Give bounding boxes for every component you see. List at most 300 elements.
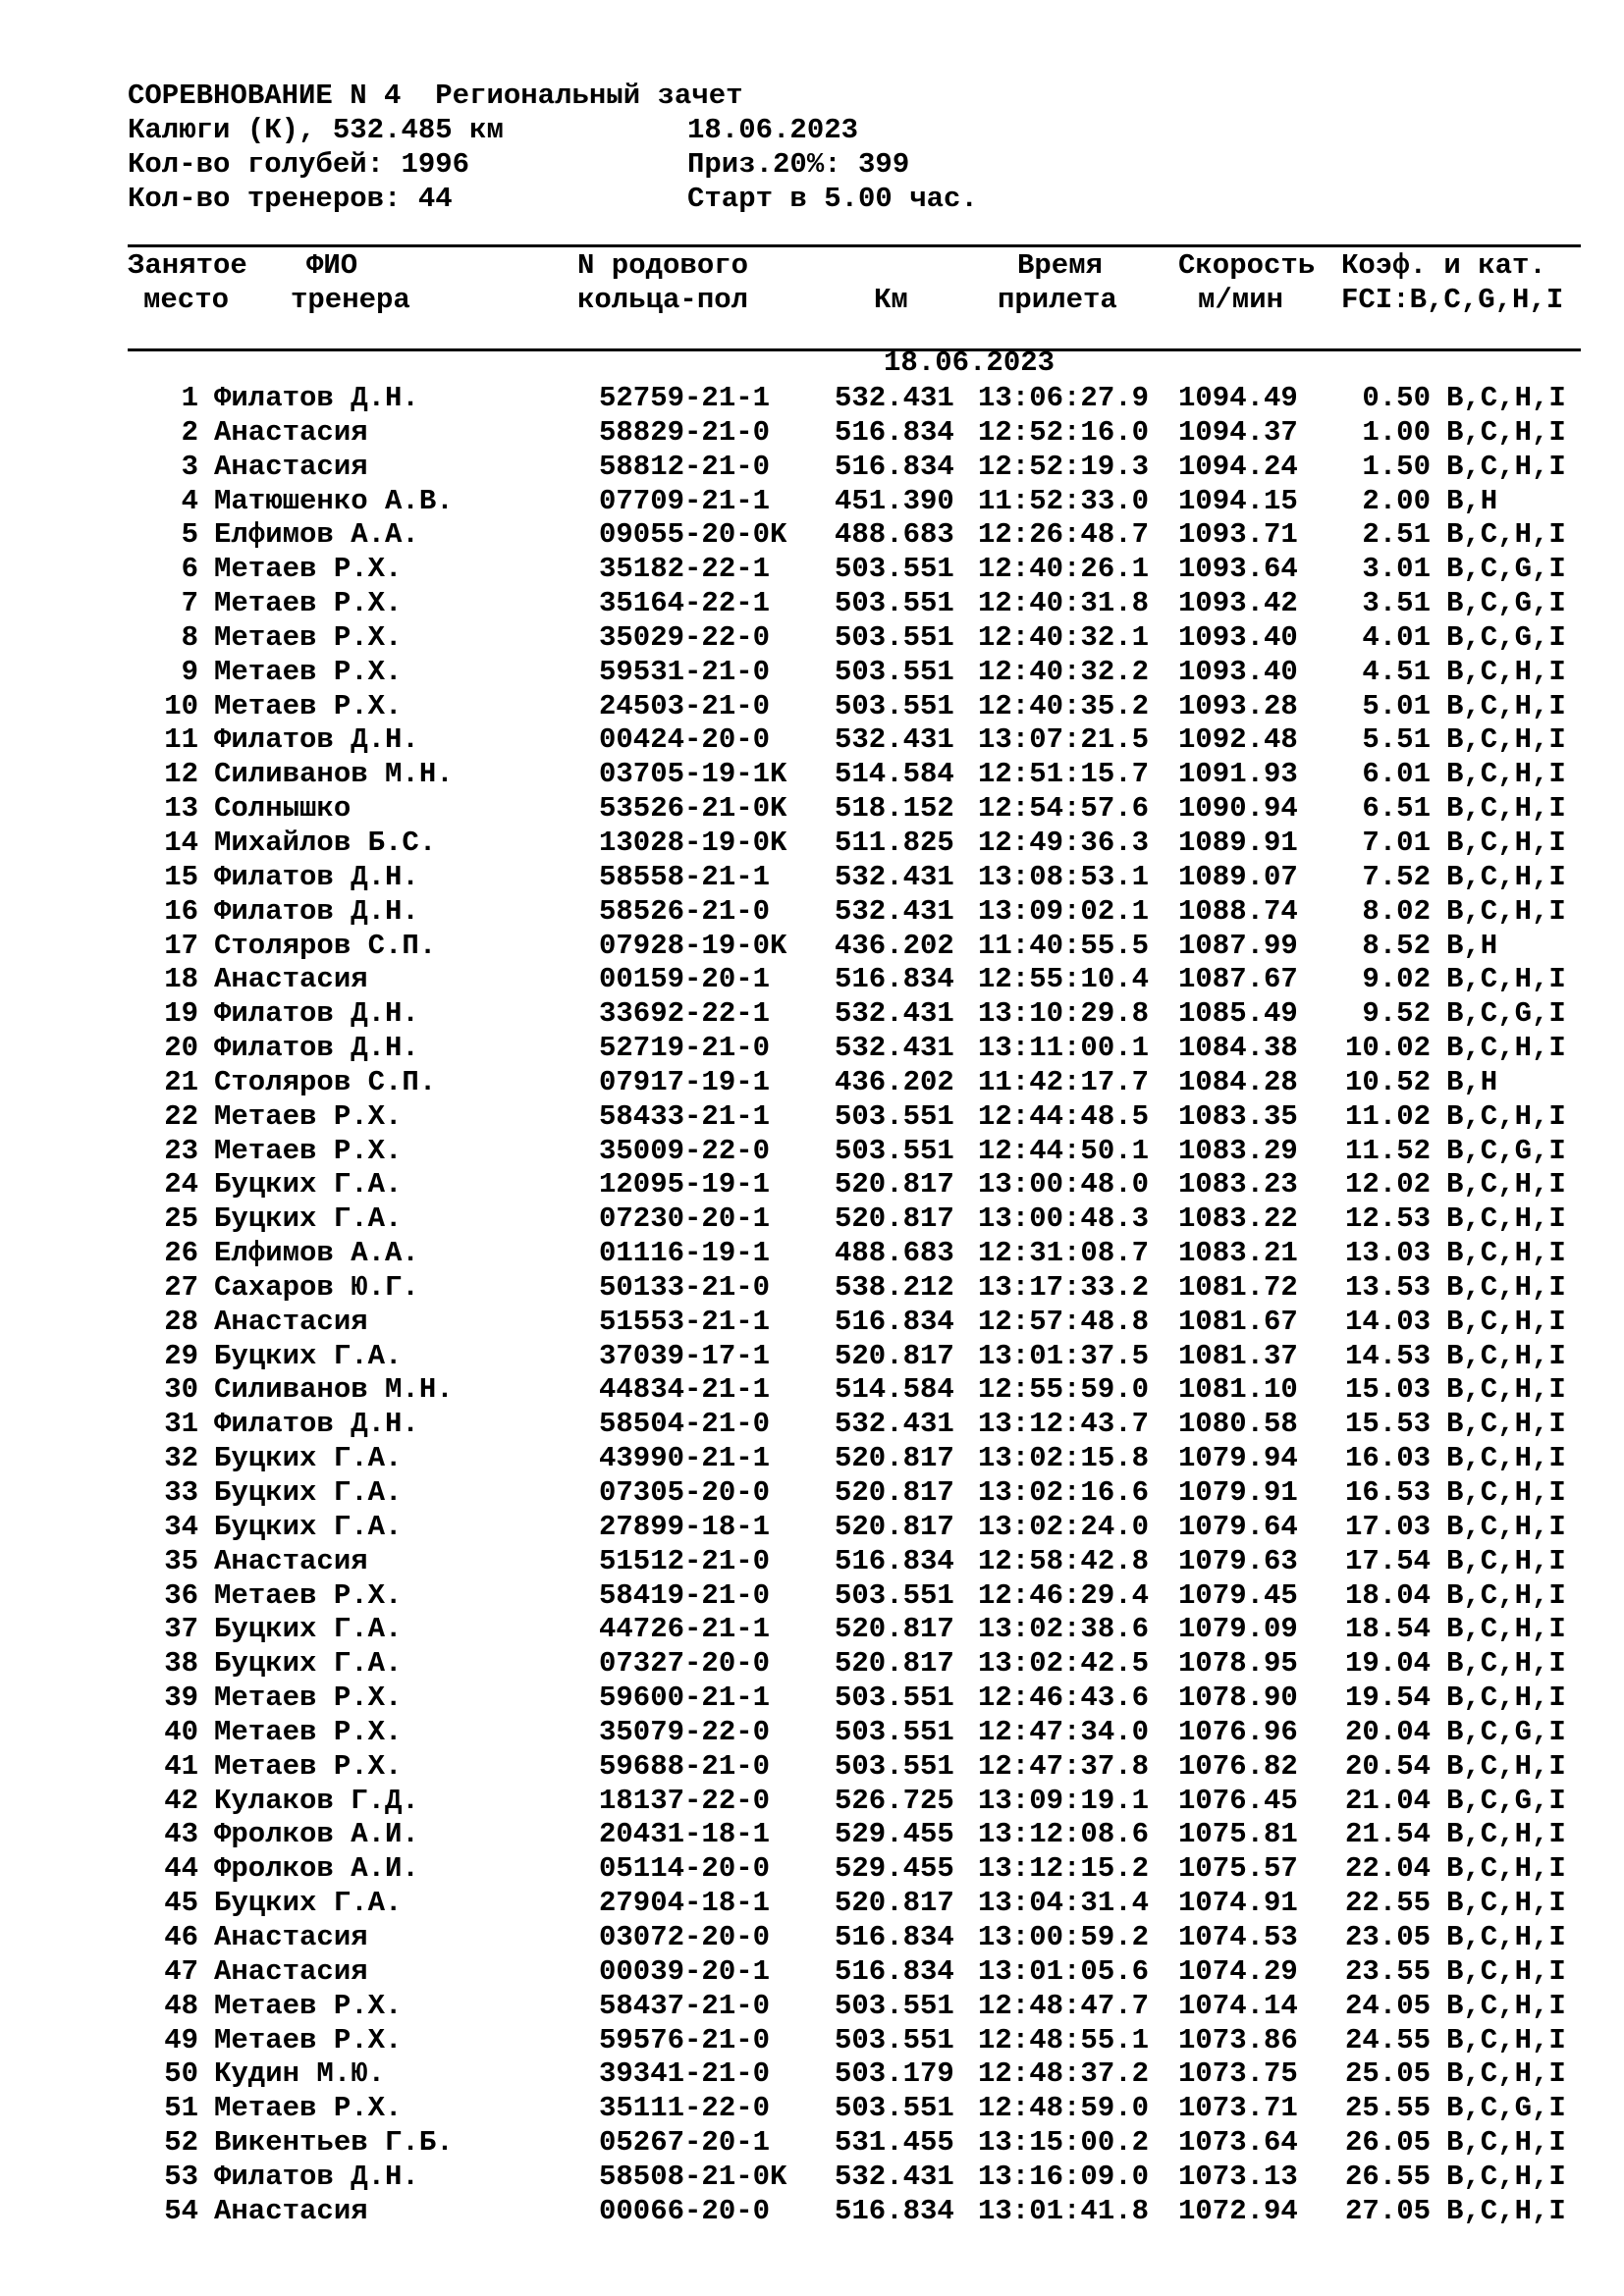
- start-time: Старт в 5.00 час.: [687, 183, 978, 215]
- ring-number: 50133-21-0: [599, 1270, 771, 1304]
- place: 21: [164, 1065, 198, 1098]
- fci-categories: B,H: [1446, 1065, 1498, 1098]
- ring-number: 53526-21-0K: [599, 792, 787, 826]
- place: 18: [164, 963, 198, 996]
- trainer-name: Филатов Д.Н.: [214, 894, 419, 928]
- trainer-name: Метаев Р.Х.: [214, 1134, 403, 1167]
- trainer-name: Матюшенко А.В.: [214, 484, 454, 517]
- place: 2: [181, 415, 198, 449]
- place: 12: [164, 758, 198, 791]
- ring-number: 58508-21-0K: [599, 2160, 787, 2193]
- fci-categories: B,C,G,I: [1446, 1784, 1566, 1817]
- ring-number: 58437-21-0: [599, 1989, 771, 2022]
- place: 44: [164, 1852, 198, 1886]
- table-header-rule: [128, 348, 1581, 351]
- distance-km: 532.431: [835, 1032, 954, 1065]
- distance-km: 529.455: [835, 1818, 954, 1851]
- coefficient: 1.00: [1362, 415, 1431, 449]
- distance-km: 503.551: [835, 2023, 954, 2056]
- col-speed-label-2: м/мин: [1198, 284, 1284, 316]
- coefficient: 10.02: [1344, 1032, 1431, 1065]
- ring-number: 35029-22-0: [599, 620, 771, 654]
- table-row: [0, 1545, 1624, 1579]
- arrival-time: 13:06:27.9: [978, 382, 1150, 414]
- coefficient: 11.52: [1344, 1134, 1431, 1167]
- header-line-4: [128, 182, 978, 216]
- trainer-name: Буцких Г.А.: [214, 1510, 403, 1543]
- speed: 1074.53: [1178, 1920, 1298, 1953]
- distance-km: 514.584: [835, 1373, 954, 1407]
- fci-categories: B,C,H,I: [1446, 689, 1566, 722]
- table-row: [0, 2161, 1624, 2195]
- ring-number: 58829-21-0: [599, 415, 771, 449]
- fci-categories: B,C,G,I: [1446, 2092, 1566, 2125]
- speed: 1073.64: [1178, 2126, 1298, 2160]
- fci-categories: B,C,H,I: [1446, 1270, 1566, 1304]
- ring-number: 58504-21-0: [599, 1408, 771, 1441]
- table-row: [0, 1100, 1624, 1135]
- trainer-name: Силиванов М.Н.: [214, 758, 454, 791]
- table-top-rule: [128, 244, 1581, 247]
- coefficient: 23.05: [1344, 1920, 1431, 1953]
- speed: 1088.74: [1178, 894, 1298, 928]
- trainer-name: Анастасия: [214, 1305, 368, 1338]
- distance-km: 503.551: [835, 2092, 954, 2125]
- distance-km: 532.431: [835, 1408, 954, 1441]
- col-place-label-1: Занятое: [128, 249, 247, 282]
- ring-number: 58419-21-0: [599, 1578, 771, 1612]
- coefficient: 9.02: [1362, 963, 1431, 996]
- arrival-time: 13:01:37.5: [978, 1339, 1150, 1372]
- distance-km: 488.683: [835, 518, 954, 552]
- coefficient: 8.52: [1362, 929, 1431, 962]
- speed: 1075.57: [1178, 1852, 1298, 1886]
- table-row: [0, 416, 1624, 451]
- place: 14: [164, 826, 198, 859]
- distance-km: 516.834: [835, 415, 954, 449]
- trainer-name: Метаев Р.Х.: [214, 1715, 403, 1748]
- place: 37: [164, 1613, 198, 1646]
- col-coef-label-1: Коэф. и кат.: [1341, 249, 1546, 282]
- speed: 1080.58: [1178, 1408, 1298, 1441]
- place: 47: [164, 1954, 198, 1988]
- fci-categories: B,C,H,I: [1446, 518, 1566, 552]
- arrival-time: 11:40:55.5: [978, 929, 1150, 962]
- table-row: [0, 1271, 1624, 1306]
- col-ring-label-2: кольца-пол: [577, 284, 749, 316]
- place: 26: [164, 1237, 198, 1270]
- trainer-name: Метаев Р.Х.: [214, 587, 403, 620]
- fci-categories: B,C,H,I: [1446, 2160, 1566, 2193]
- fci-categories: B,C,H,I: [1446, 1682, 1566, 1715]
- table-row: [0, 690, 1624, 724]
- coefficient: 16.53: [1344, 1476, 1431, 1509]
- place: 8: [181, 620, 198, 654]
- ring-number: 12095-19-1: [599, 1168, 771, 1201]
- place: 7: [181, 587, 198, 620]
- coefficient: 4.51: [1362, 655, 1431, 688]
- table-row: [0, 861, 1624, 895]
- trainer-name: Метаев Р.Х.: [214, 1578, 403, 1612]
- coefficient: 0.50: [1362, 382, 1431, 414]
- speed: 1076.82: [1178, 1749, 1298, 1783]
- ring-number: 07917-19-1: [599, 1065, 771, 1098]
- fci-categories: B,C,H,I: [1446, 1442, 1566, 1475]
- fci-categories: B,C,H,I: [1446, 1749, 1566, 1783]
- place: 38: [164, 1647, 198, 1681]
- fci-categories: B,C,G,I: [1446, 553, 1566, 586]
- trainer-name: Фролков А.И.: [214, 1818, 419, 1851]
- coefficient: 11.02: [1344, 1099, 1431, 1133]
- table-row: [0, 485, 1624, 519]
- arrival-time: 13:01:41.8: [978, 2194, 1150, 2227]
- ring-number: 59576-21-0: [599, 2023, 771, 2056]
- coefficient: 21.04: [1344, 1784, 1431, 1817]
- distance-km: 520.817: [835, 1613, 954, 1646]
- fci-categories: B,C,H,I: [1446, 860, 1566, 893]
- trainer-name: Буцких Г.А.: [214, 1613, 403, 1646]
- speed: 1074.29: [1178, 1954, 1298, 1988]
- ring-number: 07327-20-0: [599, 1647, 771, 1681]
- table-row: [0, 621, 1624, 656]
- trainer-name: Филатов Д.Н.: [214, 997, 419, 1031]
- distance-km: 532.431: [835, 723, 954, 757]
- fci-categories: B,C,H,I: [1446, 792, 1566, 826]
- arrival-time: 12:48:47.7: [978, 1989, 1150, 2022]
- ring-number: 27904-18-1: [599, 1887, 771, 1920]
- ring-number: 39341-21-0: [599, 2057, 771, 2091]
- fci-categories: B,C,H,I: [1446, 1032, 1566, 1065]
- arrival-time: 12:49:36.3: [978, 826, 1150, 859]
- coefficient: 14.53: [1344, 1339, 1431, 1372]
- table-row: [0, 1135, 1624, 1169]
- coefficient: 26.55: [1344, 2160, 1431, 2193]
- place: 24: [164, 1168, 198, 1201]
- ring-number: 00424-20-0: [599, 723, 771, 757]
- place: 25: [164, 1202, 198, 1236]
- trainer-name: Сахаров Ю.Г.: [214, 1270, 419, 1304]
- place: 35: [164, 1544, 198, 1577]
- trainer-name: Анастасия: [214, 415, 368, 449]
- place: 36: [164, 1578, 198, 1612]
- coefficient: 12.02: [1344, 1168, 1431, 1201]
- place: 33: [164, 1476, 198, 1509]
- table-row: [0, 1955, 1624, 1990]
- coefficient: 24.05: [1344, 1989, 1431, 2022]
- ring-number: 20431-18-1: [599, 1818, 771, 1851]
- arrival-time: 12:48:55.1: [978, 2023, 1150, 2056]
- coefficient: 23.55: [1344, 1954, 1431, 1988]
- fci-categories: B,C,H,I: [1446, 2194, 1566, 2227]
- speed: 1089.07: [1178, 860, 1298, 893]
- ring-number: 51512-21-0: [599, 1544, 771, 1577]
- fci-categories: B,C,H,I: [1446, 963, 1566, 996]
- col-place-label-2: место: [143, 284, 230, 316]
- distance-km: 503.551: [835, 553, 954, 586]
- arrival-time: 12:57:48.8: [978, 1305, 1150, 1338]
- speed: 1079.63: [1178, 1544, 1298, 1577]
- coefficient: 21.54: [1344, 1818, 1431, 1851]
- table-row: [0, 1613, 1624, 1647]
- speed: 1073.75: [1178, 2057, 1298, 2091]
- place: 42: [164, 1784, 198, 1817]
- fci-categories: B,C,G,I: [1446, 587, 1566, 620]
- table-row: [0, 997, 1624, 1032]
- speed: 1079.64: [1178, 1510, 1298, 1543]
- table-row: [0, 1818, 1624, 1852]
- coefficient: 20.54: [1344, 1749, 1431, 1783]
- fci-categories: B,C,H,I: [1446, 382, 1566, 414]
- place: 41: [164, 1749, 198, 1783]
- trainer-name: Метаев Р.Х.: [214, 2092, 403, 2125]
- col-time-label-1: Время: [1017, 249, 1104, 282]
- ring-number: 35111-22-0: [599, 2092, 771, 2125]
- table-row: [0, 587, 1624, 621]
- distance-km: 503.551: [835, 655, 954, 688]
- fci-categories: B,C,H,I: [1446, 1920, 1566, 1953]
- coefficient: 25.55: [1344, 2092, 1431, 2125]
- distance-km: 503.551: [835, 689, 954, 722]
- arrival-time: 13:02:24.0: [978, 1510, 1150, 1543]
- arrival-time: 12:54:57.6: [978, 792, 1150, 826]
- coefficient: 2.00: [1362, 484, 1431, 517]
- speed: 1081.72: [1178, 1270, 1298, 1304]
- distance-km: 503.551: [835, 1578, 954, 1612]
- place: 11: [164, 723, 198, 757]
- place: 15: [164, 860, 198, 893]
- trainer-name: Буцких Г.А.: [214, 1476, 403, 1509]
- coefficient: 20.04: [1344, 1715, 1431, 1748]
- place: 17: [164, 929, 198, 962]
- results-table-body: [0, 382, 1624, 2229]
- speed: 1083.35: [1178, 1099, 1298, 1133]
- coefficient: 19.54: [1344, 1682, 1431, 1715]
- trainer-name: Фролков А.И.: [214, 1852, 419, 1886]
- table-row: [0, 963, 1624, 997]
- trainer-name: Анастасия: [214, 2194, 368, 2227]
- coefficient: 12.53: [1344, 1202, 1431, 1236]
- fci-categories: B,C,H,I: [1446, 1202, 1566, 1236]
- arrival-time: 13:02:42.5: [978, 1647, 1150, 1681]
- distance-km: 488.683: [835, 1237, 954, 1270]
- fci-categories: B,C,H,I: [1446, 1099, 1566, 1133]
- coefficient: 15.53: [1344, 1408, 1431, 1441]
- distance-km: 503.551: [835, 620, 954, 654]
- trainer-name: Метаев Р.Х.: [214, 620, 403, 654]
- coefficient: 3.51: [1362, 587, 1431, 620]
- ring-number: 44834-21-1: [599, 1373, 771, 1407]
- table-row: [0, 1306, 1624, 1340]
- place: 40: [164, 1715, 198, 1748]
- ring-number: 07928-19-0K: [599, 929, 787, 962]
- table-row: [0, 827, 1624, 861]
- coefficient: 24.55: [1344, 2023, 1431, 2056]
- place: 50: [164, 2057, 198, 2091]
- coefficient: 8.02: [1362, 894, 1431, 928]
- arrival-time: 12:47:37.8: [978, 1749, 1150, 1783]
- place: 27: [164, 1270, 198, 1304]
- header-line-2: [128, 113, 859, 147]
- place: 31: [164, 1408, 198, 1441]
- fci-categories: B,C,H,I: [1446, 2126, 1566, 2160]
- fci-categories: B,C,H,I: [1446, 1305, 1566, 1338]
- place: 22: [164, 1099, 198, 1133]
- arrival-time: 13:00:59.2: [978, 1920, 1150, 1953]
- speed: 1084.28: [1178, 1065, 1298, 1098]
- speed: 1079.45: [1178, 1578, 1298, 1612]
- place: 28: [164, 1305, 198, 1338]
- fci-categories: B,C,H,I: [1446, 415, 1566, 449]
- ring-number: 58433-21-1: [599, 1099, 771, 1133]
- place: 30: [164, 1373, 198, 1407]
- table-row: [0, 2057, 1624, 2092]
- arrival-time: 13:16:09.0: [978, 2160, 1150, 2193]
- arrival-time: 13:00:48.3: [978, 1202, 1150, 1236]
- place: 5: [181, 518, 198, 552]
- speed: 1093.71: [1178, 518, 1298, 552]
- date-separator: 18.06.2023: [884, 347, 1056, 379]
- speed: 1094.15: [1178, 484, 1298, 517]
- distance-km: 520.817: [835, 1476, 954, 1509]
- ring-number: 35182-22-1: [599, 553, 771, 586]
- coefficient: 7.01: [1362, 826, 1431, 859]
- ring-number: 33692-22-1: [599, 997, 771, 1031]
- distance-km: 518.152: [835, 792, 954, 826]
- arrival-time: 13:02:16.6: [978, 1476, 1150, 1509]
- place: 4: [181, 484, 198, 517]
- distance-km: 520.817: [835, 1339, 954, 1372]
- ring-number: 05267-20-1: [599, 2126, 771, 2160]
- table-row: [0, 451, 1624, 485]
- distance-km: 516.834: [835, 1305, 954, 1338]
- arrival-time: 11:52:33.0: [978, 484, 1150, 517]
- ring-number: 59688-21-0: [599, 1749, 771, 1783]
- speed: 1094.49: [1178, 382, 1298, 414]
- header-line-3: [128, 147, 910, 182]
- trainer-name: Филатов Д.Н.: [214, 1408, 419, 1441]
- distance-km: 503.551: [835, 1682, 954, 1715]
- distance-km: 526.725: [835, 1784, 954, 1817]
- speed: 1081.67: [1178, 1305, 1298, 1338]
- fci-categories: B,C,H,I: [1446, 1168, 1566, 1201]
- distance-km: 511.825: [835, 826, 954, 859]
- arrival-time: 13:02:38.6: [978, 1613, 1150, 1646]
- fci-categories: B,C,H,I: [1446, 1852, 1566, 1886]
- trainer-name: Метаев Р.Х.: [214, 1989, 403, 2022]
- ring-number: 59531-21-0: [599, 655, 771, 688]
- distance-km: 503.551: [835, 1989, 954, 2022]
- table-row: [0, 1202, 1624, 1237]
- coefficient: 5.01: [1362, 689, 1431, 722]
- ring-number: 13028-19-0K: [599, 826, 787, 859]
- trainer-name: Анастасия: [214, 963, 368, 996]
- arrival-time: 13:12:15.2: [978, 1852, 1150, 1886]
- fci-categories: B,C,H,I: [1446, 894, 1566, 928]
- arrival-time: 12:40:35.2: [978, 689, 1150, 722]
- coefficient: 14.03: [1344, 1305, 1431, 1338]
- table-row: [0, 1168, 1624, 1202]
- trainer-name: Анастасия: [214, 1544, 368, 1577]
- coefficient: 27.05: [1344, 2194, 1431, 2227]
- distance-km: 520.817: [835, 1442, 954, 1475]
- place: 45: [164, 1887, 198, 1920]
- fci-categories: B,C,H,I: [1446, 826, 1566, 859]
- speed: 1092.48: [1178, 723, 1298, 757]
- speed: 1089.91: [1178, 826, 1298, 859]
- distance-km: 532.431: [835, 860, 954, 893]
- table-row: [0, 1682, 1624, 1716]
- table-row: [0, 1887, 1624, 1921]
- coefficient: 13.03: [1344, 1237, 1431, 1270]
- table-row: [0, 792, 1624, 827]
- table-row: [0, 1921, 1624, 1955]
- coefficient: 18.54: [1344, 1613, 1431, 1646]
- speed: 1087.67: [1178, 963, 1298, 996]
- trainer-name: Михайлов Б.С.: [214, 826, 437, 859]
- place: 54: [164, 2194, 198, 2227]
- distance-km: 503.551: [835, 1715, 954, 1748]
- ring-number: 24503-21-0: [599, 689, 771, 722]
- distance-km: 529.455: [835, 1852, 954, 1886]
- coefficient: 17.54: [1344, 1544, 1431, 1577]
- speed: 1091.93: [1178, 758, 1298, 791]
- arrival-time: 13:15:00.2: [978, 2126, 1150, 2160]
- ring-number: 00159-20-1: [599, 963, 771, 996]
- arrival-time: 13:04:31.4: [978, 1887, 1150, 1920]
- coefficient: 9.52: [1362, 997, 1431, 1031]
- fci-categories: B,C,H,I: [1446, 1887, 1566, 1920]
- table-row: [0, 518, 1624, 553]
- speed: 1087.99: [1178, 929, 1298, 962]
- trainer-count: Кол-во тренеров: 44: [128, 183, 453, 215]
- arrival-time: 13:01:05.6: [978, 1954, 1150, 1988]
- coefficient: 1.50: [1362, 450, 1431, 483]
- coefficient: 4.01: [1362, 620, 1431, 654]
- arrival-time: 12:55:10.4: [978, 963, 1150, 996]
- arrival-time: 12:48:37.2: [978, 2057, 1150, 2091]
- trainer-name: Филатов Д.Н.: [214, 2160, 419, 2193]
- speed: 1076.96: [1178, 1715, 1298, 1748]
- table-row: [0, 1032, 1624, 1066]
- table-row: [0, 1066, 1624, 1100]
- arrival-time: 13:09:19.1: [978, 1784, 1150, 1817]
- arrival-time: 13:09:02.1: [978, 894, 1150, 928]
- place: 9: [181, 655, 198, 688]
- table-row: [0, 1340, 1624, 1374]
- coefficient: 3.01: [1362, 553, 1431, 586]
- speed: 1081.10: [1178, 1373, 1298, 1407]
- ring-number: 43990-21-1: [599, 1442, 771, 1475]
- header-line-1: [128, 79, 743, 113]
- trainer-name: Анастасия: [214, 1954, 368, 1988]
- fci-categories: B,C,H,I: [1446, 655, 1566, 688]
- place: 52: [164, 2126, 198, 2160]
- col-coef-label-2: FCI:B,C,G,H,I: [1341, 284, 1564, 316]
- ring-number: 35079-22-0: [599, 1715, 771, 1748]
- fci-categories: B,C,H,I: [1446, 2057, 1566, 2091]
- speed: 1079.94: [1178, 1442, 1298, 1475]
- arrival-time: 13:08:53.1: [978, 860, 1150, 893]
- distance-km: 503.551: [835, 1134, 954, 1167]
- speed: 1078.90: [1178, 1682, 1298, 1715]
- ring-number: 18137-22-0: [599, 1784, 771, 1817]
- table-row: [0, 2195, 1624, 2229]
- speed: 1094.37: [1178, 415, 1298, 449]
- speed: 1073.13: [1178, 2160, 1298, 2193]
- prize-count: Приз.20%: 399: [687, 148, 910, 181]
- col-name-label-1: ФИО: [306, 249, 358, 282]
- arrival-time: 12:51:15.7: [978, 758, 1150, 791]
